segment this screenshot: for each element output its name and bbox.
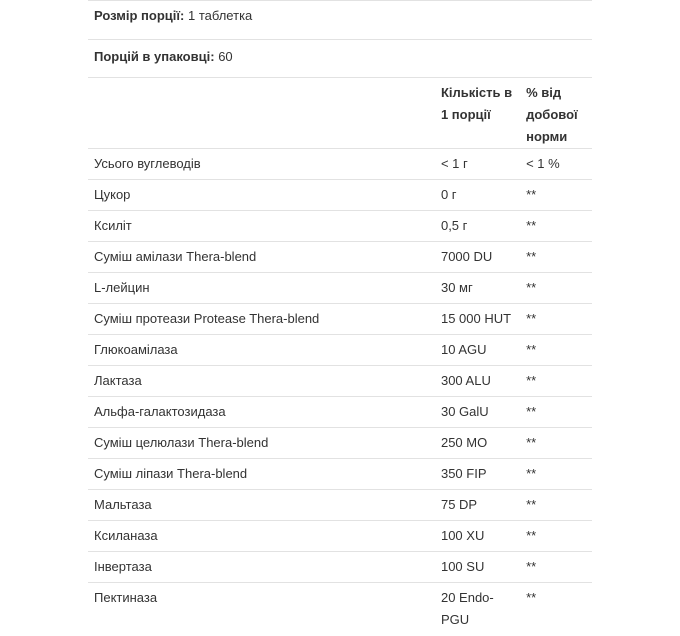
ingredient-row [88,366,592,397]
ingredient-row [88,397,592,428]
serving-size-cell [88,1,592,40]
daily-value-header: % від добової норми [520,78,592,149]
ingredient-daily-value: ** [520,490,592,521]
ingredient-daily-value: ** [520,428,592,459]
ingredient-amount: 250 МО [437,428,520,459]
serving-size-value: 1 таблетка [188,8,252,23]
ingredient-amount: 350 FIP [437,459,520,490]
ingredient-amount: 300 ALU [437,366,520,397]
ingredient-row [88,335,592,366]
ingredient-name: Інвертаза [88,552,437,583]
ingredient-row [88,180,592,211]
ingredient-amount: 100 SU [437,552,520,583]
ingredient-amount: 7000 DU [437,242,520,273]
ingredient-amount: 10 AGU [437,335,520,366]
servings-per-container-value: 60 [218,49,232,64]
ingredient-daily-value: ** [520,366,592,397]
column-header-row [88,78,592,149]
ingredient-amount: 20 Endo-PGU [437,583,520,636]
ingredient-daily-value: ** [520,304,592,335]
ingredient-name: Усього вуглеводів [88,149,437,180]
ingredient-daily-value: ** [520,335,592,366]
ingredient-daily-value: < 1 % [520,149,592,180]
ingredient-daily-value: ** [520,211,592,242]
ingredient-daily-value: ** [520,273,592,304]
ingredient-amount: 100 XU [437,521,520,552]
ingredient-name: Суміш амілази Thera-blend [88,242,437,273]
ingredient-row [88,428,592,459]
ingredient-name: Альфа-галактозидаза [88,397,437,428]
ingredient-row [88,304,592,335]
ingredient-rows [88,149,592,636]
ingredient-amount: < 1 г [437,149,520,180]
ingredient-row [88,552,592,583]
ingredient-name: Лактаза [88,366,437,397]
ingredient-name: Ксиліт [88,211,437,242]
ingredient-amount: 15 000 HUT [437,304,520,335]
ingredient-name: Пектиназа [88,583,437,636]
ingredient-amount: 0,5 г [437,211,520,242]
ingredient-daily-value: ** [520,180,592,211]
ingredient-row [88,459,592,490]
ingredient-amount: 75 DP [437,490,520,521]
ingredient-name: Глюкоамілаза [88,335,437,366]
ingredient-name: Суміш протеази Protease Thera-blend [88,304,437,335]
ingredient-daily-value: ** [520,521,592,552]
ingredient-row [88,242,592,273]
ingredient-daily-value: ** [520,459,592,490]
ingredient-name: Цукор [88,180,437,211]
ingredient-name: Мальтаза [88,490,437,521]
ingredient-daily-value: ** [520,397,592,428]
servings-per-container-row [88,40,592,78]
ingredient-name: Ксиланаза [88,521,437,552]
amount-per-serving-header: Кількість в 1 порції [437,78,520,149]
serving-size-label: Розмір порції: [94,8,184,23]
ingredient-daily-value: ** [520,242,592,273]
ingredient-row [88,521,592,552]
ingredient-row [88,149,592,180]
supplement-facts-table [88,0,592,636]
header-name-cell [88,78,437,149]
ingredient-row [88,273,592,304]
ingredient-row [88,583,592,636]
ingredient-daily-value: ** [520,583,592,636]
ingredient-amount: 0 г [437,180,520,211]
ingredient-amount: 30 GalU [437,397,520,428]
ingredient-row [88,490,592,521]
servings-per-container-cell [88,40,592,78]
ingredient-name: Суміш ліпази Thera-blend [88,459,437,490]
servings-per-container-label: Порцій в упаковці: [94,49,215,64]
ingredient-name: Суміш целюлази Thera-blend [88,428,437,459]
serving-size-row [88,1,592,40]
ingredient-row [88,211,592,242]
ingredient-daily-value: ** [520,552,592,583]
ingredient-amount: 30 мг [437,273,520,304]
ingredient-name: L-лейцин [88,273,437,304]
